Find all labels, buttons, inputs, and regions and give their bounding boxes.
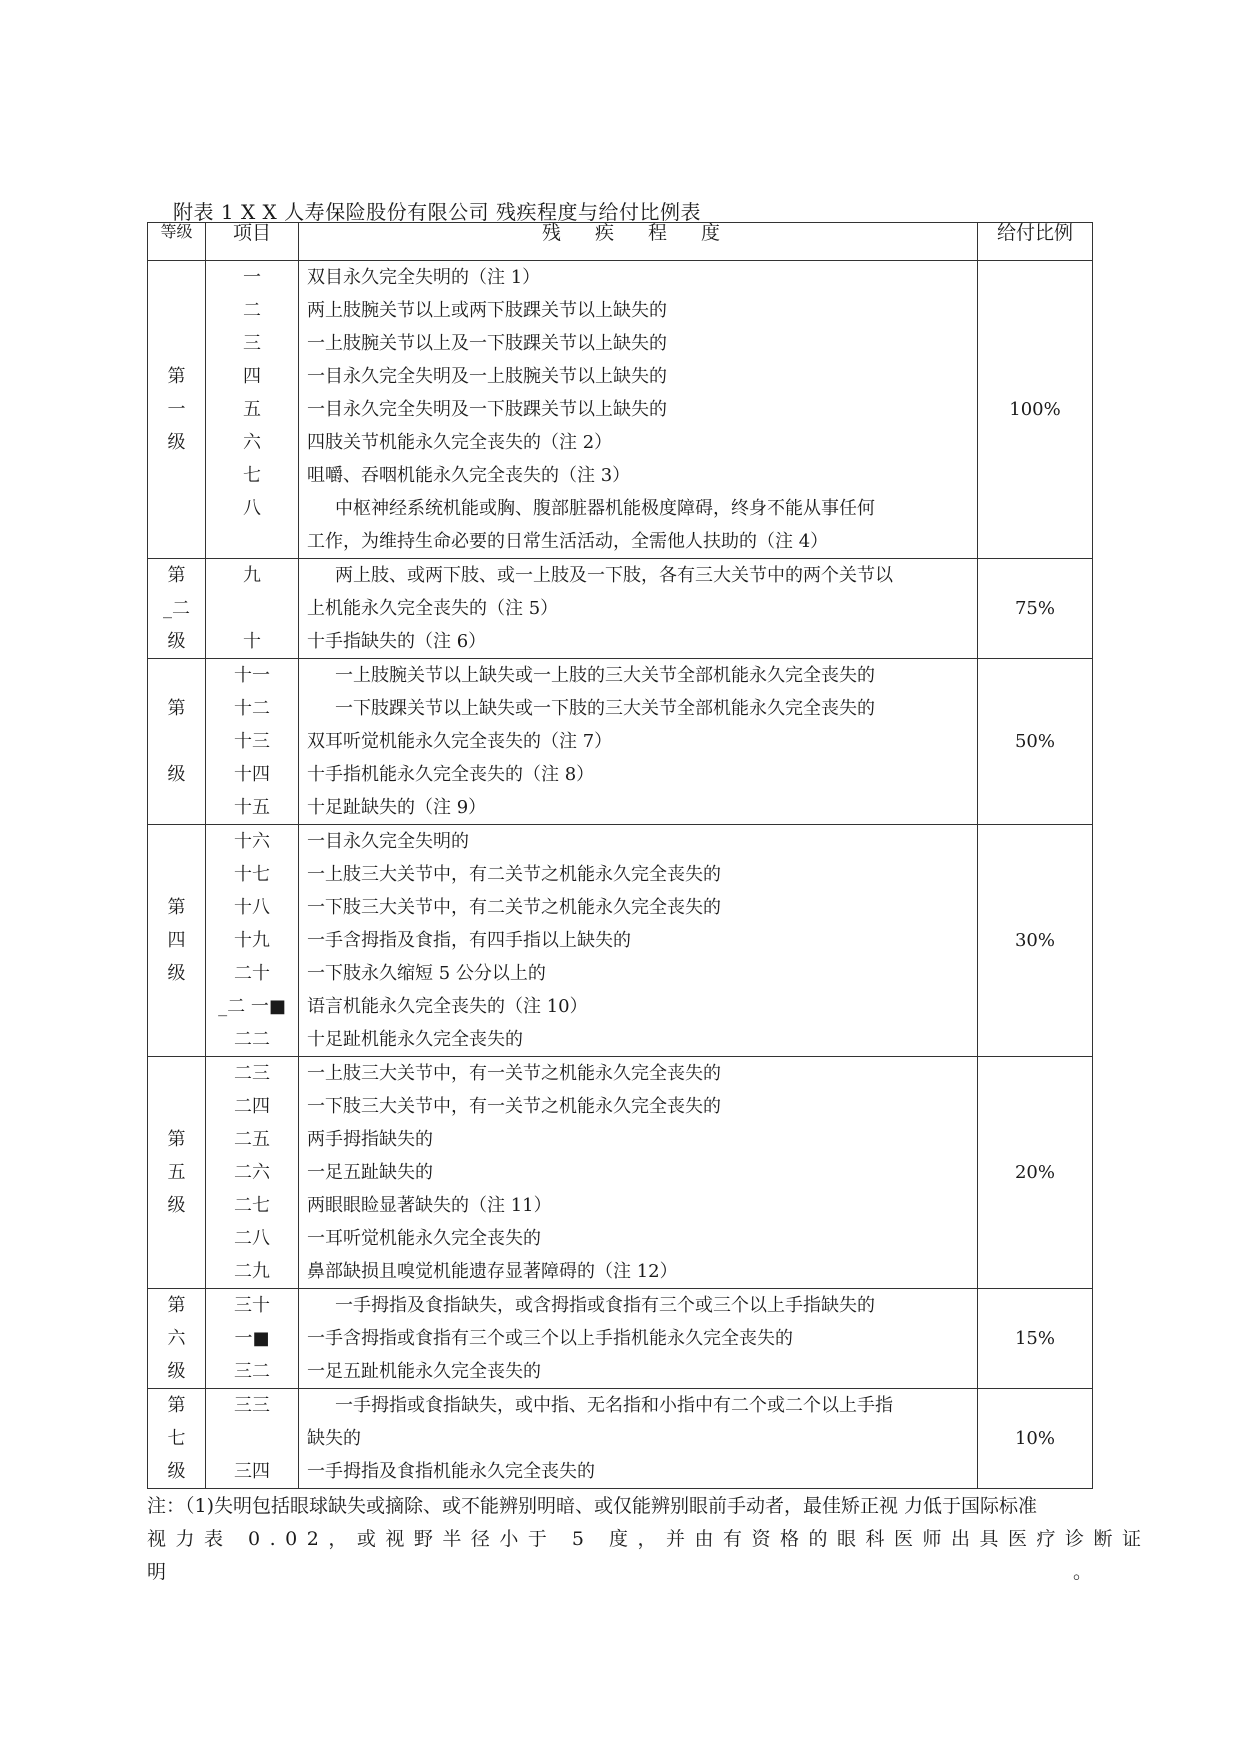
description-line: 工作，为维持生命必要的日常生活活动，全需他人扶助的（注 4） (307, 531, 829, 552)
item-number: 二五 (234, 1129, 270, 1150)
description-line: 十足趾缺失的（注 9） (307, 797, 487, 818)
grade-label-line (148, 990, 205, 1023)
item-number: 三 (243, 333, 261, 354)
item-number: 二 (243, 300, 261, 321)
header-grade: 等级 (148, 223, 206, 261)
ratio-cell: 15% (978, 1289, 1093, 1389)
header-description: 残 疾 程 度 (299, 223, 978, 261)
description-line: 语言机能永久完全丧失的（注 10） (307, 996, 588, 1017)
description-line: 双耳听觉机能永久完全丧失的（注 7） (307, 731, 613, 752)
grade-label-line: _二 (163, 598, 190, 619)
item-number: 二十 (234, 963, 270, 984)
item-number: 二四 (234, 1096, 270, 1117)
item-number: 十五 (234, 797, 270, 818)
description-cell (299, 659, 978, 825)
grade-label-line: 第 (167, 1129, 186, 1150)
header-item: 项目 (206, 223, 299, 261)
description-line: 一目永久完全失明及一下肢踝关节以上缺失的 (307, 399, 667, 420)
item-number (206, 592, 298, 625)
item-number: 十七 (234, 864, 270, 885)
footnote-line-3-left: 明 (147, 1561, 167, 1583)
description-line: 缺失的 (307, 1428, 361, 1449)
item-number: 二三 (234, 1063, 270, 1084)
description-line: 两上肢腕关节以上或两下肢踝关节以上缺失的 (307, 300, 667, 321)
ratio-cell: 10% (978, 1389, 1093, 1489)
description-line: 十手指机能永久完全丧失的（注 8） (307, 764, 595, 785)
ratio-cell: 100% (978, 261, 1093, 559)
item-number (206, 525, 298, 558)
grade-label-line: 第 (167, 897, 186, 918)
item-number (206, 1422, 298, 1455)
item-number: 十三 (234, 731, 270, 752)
grade-label-line: 级 (167, 1361, 186, 1382)
description-line: 一上肢腕关节以上及一下肢踝关节以上缺失的 (307, 333, 667, 354)
description-line: 一上肢三大关节中，有二关节之机能永久完全丧失的 (307, 864, 721, 885)
grade-label-line (148, 1023, 205, 1056)
grade-label-line (148, 659, 205, 692)
description-line: 一目永久完全失明的 (307, 831, 469, 852)
item-number: _二 一■ (218, 996, 286, 1017)
item-number: 十 (243, 631, 261, 652)
grade-label-line: 级 (167, 764, 186, 785)
grade-label-line (148, 294, 205, 327)
grade-group-row (148, 825, 1093, 1057)
grade-group-row (148, 261, 1093, 559)
ratio-cell: 50% (978, 659, 1093, 825)
item-number: 三二 (234, 1361, 270, 1382)
item-number: 十一 (234, 665, 270, 686)
description-line: 四肢关节机能永久完全丧失的（注 2） (307, 432, 613, 453)
grade-label-line (148, 725, 205, 758)
item-cell (206, 1057, 299, 1289)
footnote-line-3 (147, 1556, 1092, 1589)
description-line: 一手拇指及食指缺失，或含拇指或食指有三个或三个以上手指缺失的 (335, 1295, 875, 1316)
ratio-cell: 75% (978, 559, 1093, 659)
grade-cell (148, 1389, 206, 1489)
grade-label-line: 五 (167, 1162, 186, 1183)
description-line: 十足趾机能永久完全丧失的 (307, 1029, 523, 1050)
item-number: 二八 (234, 1228, 270, 1249)
item-cell (206, 1289, 299, 1389)
grade-cell (148, 825, 206, 1057)
grade-label-line: 第 (167, 1295, 186, 1316)
page-title: 附表 1 X X 人寿保险股份有限公司 残疾程度与给付比例表 (173, 200, 701, 224)
item-number: 七 (243, 465, 261, 486)
description-cell (299, 1057, 978, 1289)
item-number: 二九 (234, 1261, 270, 1282)
item-number: 十九 (234, 930, 270, 951)
description-line: 一下肢三大关节中，有一关节之机能永久完全丧失的 (307, 1096, 721, 1117)
description-cell (299, 261, 978, 559)
description-line: 鼻部缺损且嗅觉机能遗存显著障碍的（注 12） (307, 1261, 678, 1282)
description-line: 一足五趾缺失的 (307, 1162, 433, 1183)
grade-group-row (148, 1057, 1093, 1289)
grade-cell (148, 1289, 206, 1389)
description-line: 两眼眼睑显著缺失的（注 11） (307, 1195, 552, 1216)
description-cell (299, 1389, 978, 1489)
item-number: 二二 (234, 1029, 270, 1050)
item-cell (206, 659, 299, 825)
grade-label-line (148, 1090, 205, 1123)
grade-group-row (148, 1389, 1093, 1489)
grade-label-line (148, 825, 205, 858)
description-line: 两手拇指缺失的 (307, 1129, 433, 1150)
grade-label-line: 第 (167, 565, 186, 586)
description-line: 一上肢腕关节以上缺失或一上肢的三大关节全部机能永久完全丧失的 (335, 665, 875, 686)
ratio-cell: 20% (978, 1057, 1093, 1289)
grade-label-line (148, 791, 205, 824)
item-number: 十四 (234, 764, 270, 785)
grade-cell (148, 659, 206, 825)
description-cell (299, 1289, 978, 1389)
ratio-cell: 30% (978, 825, 1093, 1057)
description-line: 一手含拇指及食指，有四手指以上缺失的 (307, 930, 631, 951)
grade-cell (148, 559, 206, 659)
item-number: 三十 (234, 1295, 270, 1316)
grade-cell (148, 1057, 206, 1289)
grade-label-line (148, 459, 205, 492)
footnote-line-1: 注：（1)失明包括眼球缺失或摘除、或不能辨别明暗、或仅能辨别眼前手动者，最佳矫正视 力低于国际标准 (147, 1495, 1038, 1517)
item-number: 二七 (234, 1195, 270, 1216)
header-ratio: 给付比例 (978, 223, 1093, 261)
grade-label-line (148, 1222, 205, 1255)
description-line: 两上肢、或两下肢、或一上肢及一下肢，各有三大关节中的两个关节以 (335, 565, 893, 586)
item-number: 三四 (234, 1461, 270, 1482)
grade-label-line: 级 (167, 631, 186, 652)
description-line: 一足五趾机能永久完全丧失的 (307, 1361, 541, 1382)
item-number: 十八 (234, 897, 270, 918)
grade-label-line: 级 (167, 1195, 186, 1216)
description-line: 咀嚼、吞咽机能永久完全丧失的（注 3） (307, 465, 631, 486)
grade-label-line: 级 (167, 432, 186, 453)
grade-label-line (148, 1057, 205, 1090)
item-cell (206, 261, 299, 559)
description-line: 中枢神经系统机能或胸、腹部脏器机能极度障碍，终身不能从事任何 (335, 498, 875, 519)
item-cell (206, 559, 299, 659)
item-number: 十六 (234, 831, 270, 852)
grade-group-row (148, 559, 1093, 659)
grade-label-line: 第 (167, 1395, 186, 1416)
description-line: 一上肢三大关节中，有一关节之机能永久完全丧失的 (307, 1063, 721, 1084)
description-cell (299, 825, 978, 1057)
disability-table (147, 222, 1093, 1489)
grade-label-line: 级 (167, 963, 186, 984)
grade-label-line: 四 (167, 930, 186, 951)
grade-group-row (148, 659, 1093, 825)
footnote (147, 1490, 1151, 1589)
description-line: 一下肢三大关节中，有二关节之机能永久完全丧失的 (307, 897, 721, 918)
grade-label-line: 第 (167, 698, 186, 719)
grade-label-line: 七 (167, 1428, 186, 1449)
description-cell (299, 559, 978, 659)
grade-label-line: 六 (167, 1328, 186, 1349)
description-line: 一耳听觉机能永久完全丧失的 (307, 1228, 541, 1249)
item-number: 五 (243, 399, 261, 420)
item-cell (206, 825, 299, 1057)
item-number: 六 (243, 432, 261, 453)
description-line: 一手拇指及食指机能永久完全丧失的 (307, 1461, 595, 1482)
item-number: 二六 (234, 1162, 270, 1183)
item-number: 九 (243, 565, 261, 586)
grade-label-line (148, 492, 205, 525)
item-number: 四 (243, 366, 261, 387)
grade-cell (148, 261, 206, 559)
description-line: 一手含拇指或食指有三个或三个以上手指机能永久完全丧失的 (307, 1328, 793, 1349)
table-header-row (148, 223, 1093, 261)
grade-label-line: 一 (167, 399, 186, 420)
grade-label-line (148, 261, 205, 294)
description-line: 十手指缺失的（注 6） (307, 631, 487, 652)
grade-label-line (148, 327, 205, 360)
item-cell (206, 1389, 299, 1489)
description-line: 一下肢踝关节以上缺失或一下肢的三大关节全部机能永久完全丧失的 (335, 698, 875, 719)
grade-label-line: 第 (167, 366, 186, 387)
grade-label-line (148, 858, 205, 891)
grade-label-line (148, 525, 205, 558)
item-number: 八 (243, 498, 261, 519)
description-line: 上机能永久完全丧失的（注 5） (307, 598, 559, 619)
item-number: 一■ (234, 1328, 270, 1349)
description-line: 一手拇指或食指缺失，或中指、无名指和小指中有二个或二个以上手指 (335, 1395, 893, 1416)
description-line: 一下肢永久缩短 5 公分以上的 (307, 963, 546, 984)
item-number: 一 (243, 267, 261, 288)
grade-group-row (148, 1289, 1093, 1389)
description-line: 双目永久完全失明的（注 1） (307, 267, 541, 288)
grade-label-line: 级 (167, 1461, 186, 1482)
footnote-line-2: 视力表 0.02，或视野半径小于 5 度，并由有资格的眼科医师出具医疗诊断证 (147, 1528, 1151, 1550)
grade-label-line (148, 1255, 205, 1288)
item-number: 三三 (234, 1395, 270, 1416)
description-line: 一目永久完全失明及一上肢腕关节以上缺失的 (307, 366, 667, 387)
footnote-line-3-right: 。 (1072, 1561, 1092, 1583)
item-number: 十二 (234, 698, 270, 719)
